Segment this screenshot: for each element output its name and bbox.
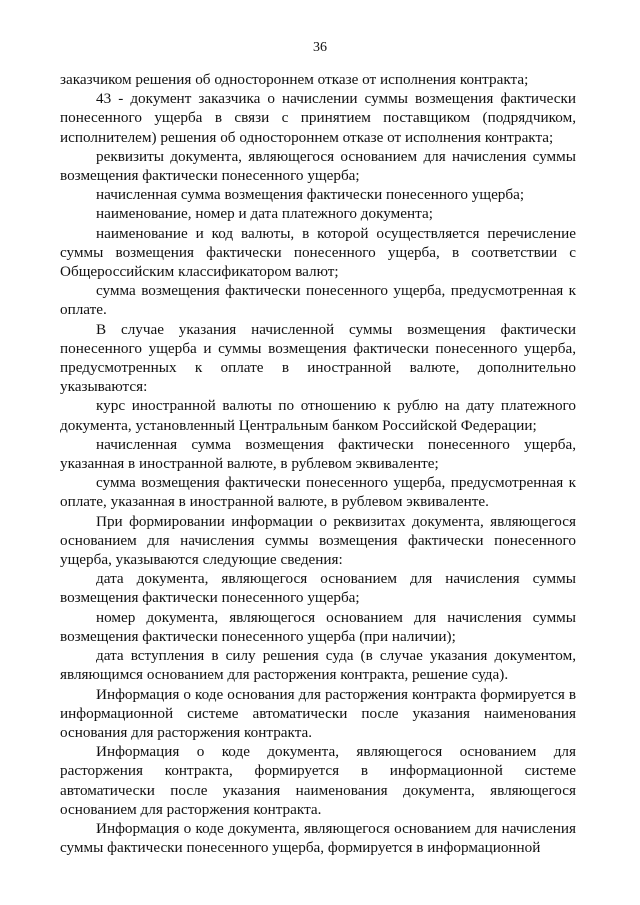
paragraph: сумма возмещения фактически понесенного ущерба, предусмотренная к оплате, указанная в иностранной валюте, в рублевом эквиваленте.	[60, 474, 576, 511]
paragraph: начисленная сумма возмещения фактически понесенного ущерба;	[96, 186, 525, 204]
paragraph: Информация о коде документа, являющегося основанием для расторжения контракта, формируется в информационной системе автоматически после указания наименования документа, являющегося основанием для расторжения контракта.	[60, 743, 576, 818]
paragraph: начисленная сумма возмещения фактически понесенного ущерба, указанная в иностранной валюте, в рублевом эквиваленте;	[60, 435, 576, 473]
paragraph: номер документа, являющегося основанием для начисления суммы возмещения фактически понесенного ущерба (при наличии);	[60, 608, 576, 645]
paragraph: дата документа, являющегося основанием для начисления суммы возмещения фактически понесенного ущерба;	[60, 570, 576, 607]
paragraph: В случае указания начисленной суммы возмещения фактически понесенного ущерба и суммы возмещения фактически понесенного ущерба, предусмотренных к оплате в иностранной валюте, дополнительно указываются:	[60, 320, 576, 396]
document-body	[60, 70, 576, 857]
paragraph: наименование и код валюты, в которой осуществляется перечисление суммы возмещения фактически понесенного ущерба, в соответствии с Общероссийским классификатором валют;	[60, 224, 576, 281]
paragraph: курс иностранной валюты по отношению к рублю на дату платежного документа, установленный Центральным банком Российской Федерации;	[60, 397, 576, 434]
paragraph: реквизиты документа, являющегося основанием для начисления суммы возмещения фактически понесенного ущерба;	[60, 147, 576, 185]
paragraph: Информация о коде основания для расторжения контракта формируется в информационной системе автоматически после указания наименования основания для расторжения контракта.	[60, 685, 576, 741]
paragraph: дата вступления в силу решения суда (в случае указания документом, являющимся основанием для расторжения контракта, решение суда).	[60, 647, 576, 684]
paragraph: наименование, номер и дата платежного документа;	[96, 205, 433, 223]
paragraph: заказчиком решения об одностороннем отказе от исполнения контракта;	[60, 71, 529, 88]
paragraph: Информация о коде документа, являющегося основанием для начисления суммы фактически понесенного ущерба, формируется в информационной	[60, 819, 576, 857]
page-number: 36	[313, 40, 327, 55]
paragraph: 43 - документ заказчика о начислении суммы возмещения фактически понесенного ущерба в связи с принятием поставщиком (подрядчиком, исполнителем) решения об одностороннем отказе от исполнения контракта;	[60, 90, 576, 146]
paragraph: При формировании информации о реквизитах документа, являющегося основанием для начисления суммы возмещения фактически понесенного ущерба, указываются следующие сведения:	[60, 512, 576, 569]
paragraph: сумма возмещения фактически понесенного ущерба, предусмотренная к оплате.	[60, 282, 576, 319]
